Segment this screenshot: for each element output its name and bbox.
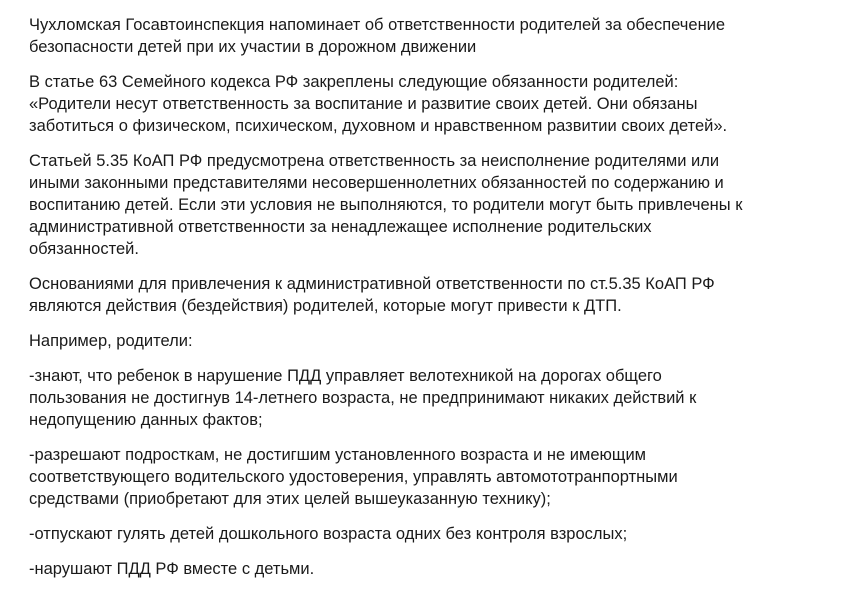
list-item-bicycle: -знают, что ребенок в нарушение ПДД управляет велотехникой на дорогах общего пользования не достигнув 14-летнего возраста, не предпринимают никаких действий к недопущению данных фактов; — [29, 367, 697, 429]
paragraph-family-code: В статье 63 Семейного кодекса РФ закреплены следующие обязанности родителей: «Родители несут ответственность за воспитание и развитие своих детей. Они обязаны заботиться о физическом, психическом, духовном и нравственном развитии своих детей». — [29, 73, 728, 135]
document-body — [29, 14, 829, 593]
paragraph-example-intro: Например, родители: — [29, 332, 193, 350]
paragraph-grounds: Основаниями для привлечения к административной ответственности по ст.5.35 КоАП РФ являются действия (бездействия) родителей, которые могут привести к ДТП. — [29, 275, 715, 315]
list-item-violate-together: -нарушают ПДД РФ вместе с детьми. — [29, 560, 315, 578]
paragraph-koap-article: Статьей 5.35 КоАП РФ предусмотрена ответственность за неисполнение родителями или иными законными представителями несовершеннолетних обязанностей по содержанию и воспитанию детей. Если эти условия не выполняются, то родители могут быть привлечены к административной ответственности за ненадлежащее исполнение родительских обязанностей. — [29, 152, 743, 258]
list-item-preschool: -отпускают гулять детей дошкольного возраста одних без контроля взрослых; — [29, 525, 628, 543]
paragraph-heading: Чухломская Госавтоинспекция напоминает об ответственности родителей за обеспечение безопасности детей при их участии в дорожном движении — [29, 16, 726, 56]
list-item-motor-vehicles: -разрешают подросткам, не достигшим установленного возраста и не имеющим соответствующего водительского удостоверения, управлять автомототранпортными средствами (приобретают для этих целей вышеуказанную технику); — [29, 446, 678, 508]
